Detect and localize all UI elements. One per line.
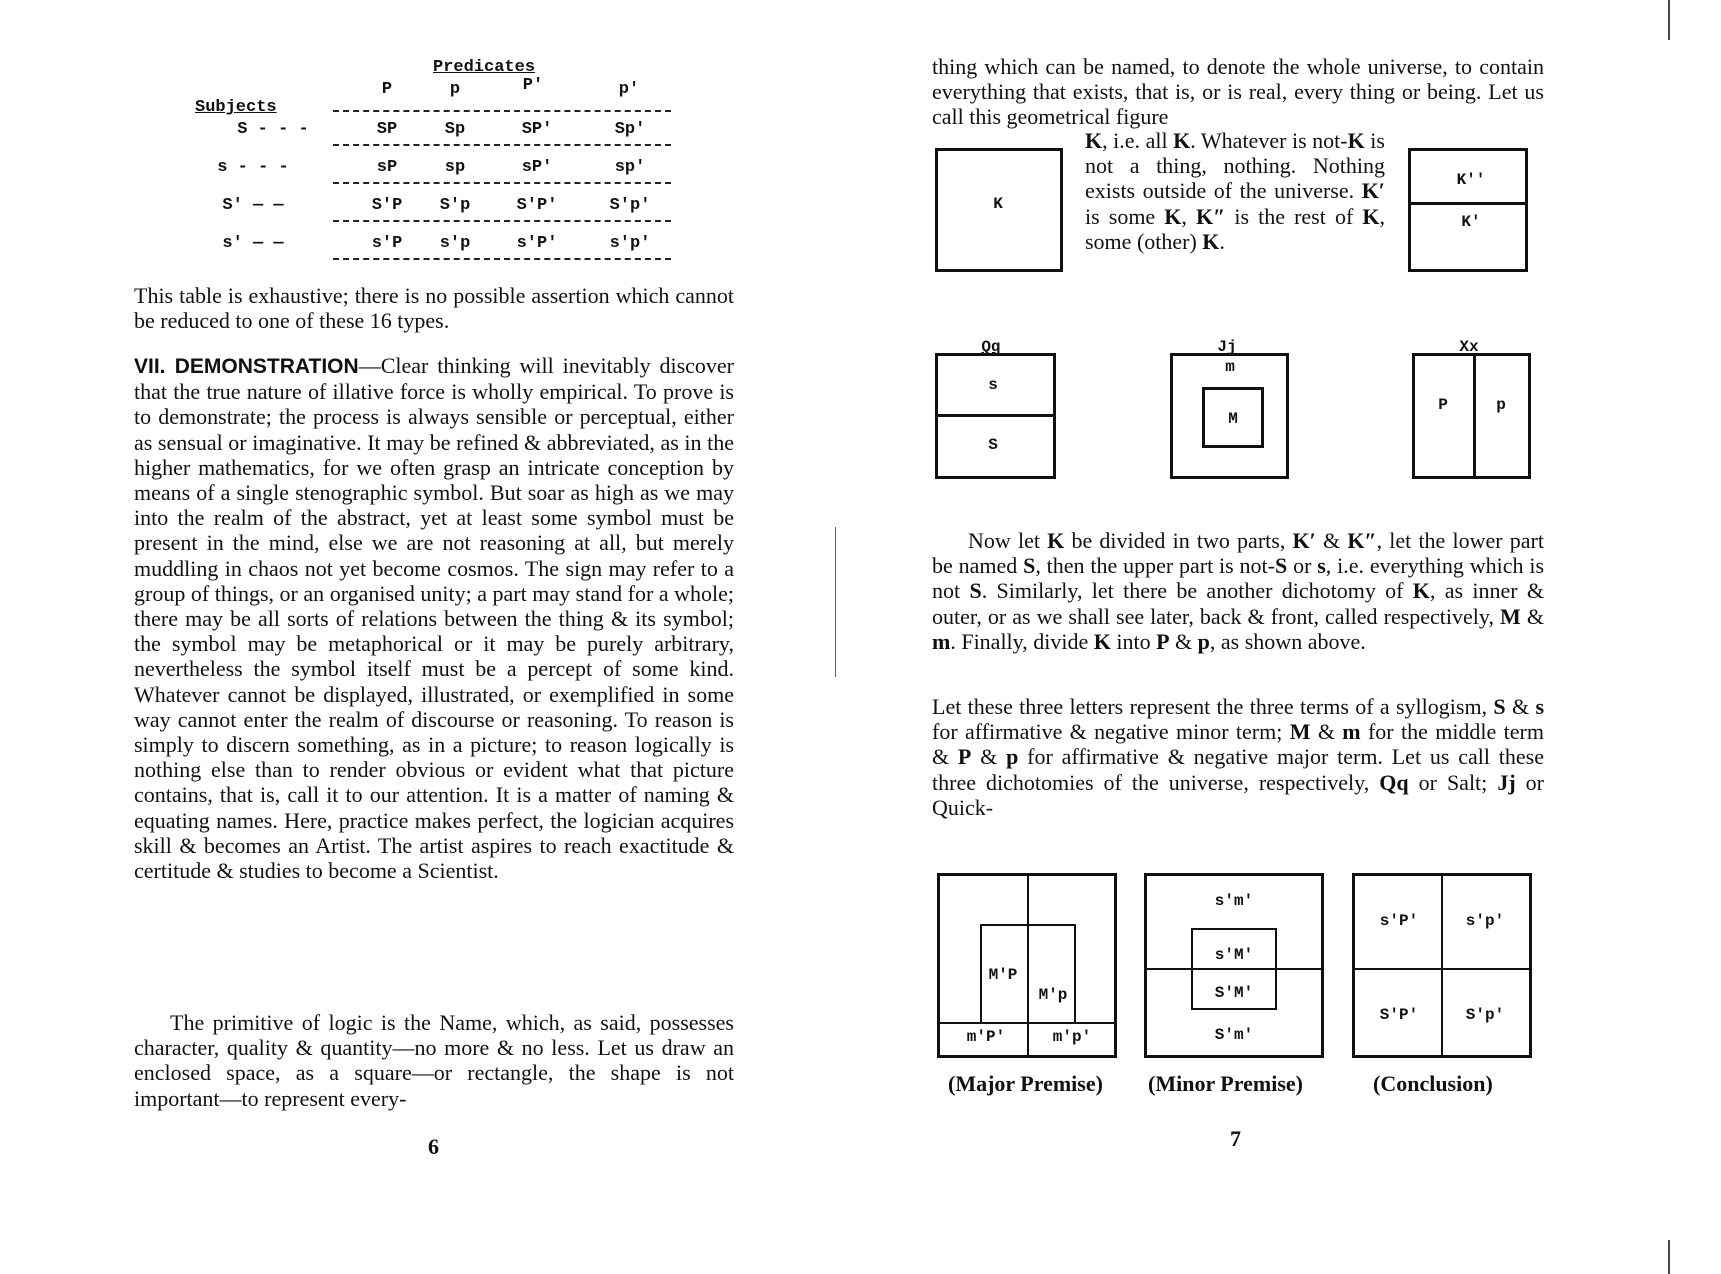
table-cell: sP xyxy=(376,158,398,177)
text-run: for the middle term & xyxy=(932,719,1544,770)
bold-term: M xyxy=(1289,719,1311,745)
bold-term: K xyxy=(1412,578,1430,604)
bold-term: S xyxy=(1274,553,1288,579)
section-title: VII. DEMONSTRATION xyxy=(134,355,359,378)
page-number: 6 xyxy=(428,1134,439,1159)
text-run: , as shown above. xyxy=(1209,628,1366,654)
major-mp-label: M'P xyxy=(988,966,1018,984)
exhaustive-paragraph: This table is exhaustive; there is no possible assertion which cannot be reduced to one of these 16 types. xyxy=(134,283,734,334)
k-double-prime-label: K'' xyxy=(1456,171,1486,189)
table-cell: s'P' xyxy=(516,234,558,253)
major-premise-caption: (Major Premise) xyxy=(948,1071,1103,1096)
universe-k-figure xyxy=(935,148,1063,272)
major-premise-figure xyxy=(937,873,1117,1058)
header-cell: P xyxy=(381,80,393,99)
primitive-paragraph: The primitive of logic is the Name, which, as said, possesses character, quality & quantity—no more & no less. Let us draw an enclosed space, as a square—or rectangle, the shape is not important—to represent every- xyxy=(134,1010,734,1111)
bold-term: K xyxy=(1085,128,1103,153)
text-run: & xyxy=(1520,603,1544,629)
table-cell: S'p' xyxy=(609,196,651,215)
edge-mark xyxy=(1668,0,1670,40)
conclusion-caption: (Conclusion) xyxy=(1373,1071,1493,1096)
bold-term: K xyxy=(1202,228,1220,254)
header-cell: P' xyxy=(522,76,544,95)
bold-term: K xyxy=(1347,128,1365,153)
bold-term: m xyxy=(932,628,951,654)
text-run: , as inner & outer, or as we shall see later, back & front, called respectively, xyxy=(932,578,1544,629)
table-cell: Sp xyxy=(444,120,466,139)
subjects-label: Subjects xyxy=(195,98,277,117)
table-cell: S'p xyxy=(439,196,471,215)
qq-title: Qq xyxy=(981,338,1001,356)
bold-term: s xyxy=(1317,553,1326,579)
header-cell: p' xyxy=(618,80,640,99)
table-cell: S'P' xyxy=(516,196,558,215)
bold-term: K xyxy=(1164,203,1182,229)
predicates-label: Predicates xyxy=(433,58,536,77)
k-definition-paragraph xyxy=(1085,128,1385,254)
right-page xyxy=(830,0,1721,1274)
text-run: , xyxy=(1181,203,1197,229)
text-run: for affirmative & negative minor term; xyxy=(932,719,1290,745)
text-run: or xyxy=(1287,553,1318,579)
text-run: . Finally, divide xyxy=(950,628,1094,654)
text-run: is the rest of xyxy=(1225,203,1363,229)
header-cell: p xyxy=(449,80,461,99)
qq-figure xyxy=(935,353,1056,479)
table-cell: SP' xyxy=(521,120,553,139)
table-cell: s'P xyxy=(371,234,403,253)
bold-term: K″ xyxy=(1196,203,1226,229)
subject-cell: S - - - xyxy=(237,120,309,139)
text-run: , some (other) xyxy=(1085,203,1385,254)
xx-figure xyxy=(1412,353,1531,479)
bold-term: K′ xyxy=(1361,178,1385,204)
bold-term: Jj xyxy=(1497,769,1516,795)
text-run: is some xyxy=(1085,203,1165,229)
text-run: , then the upper part is not- xyxy=(1035,553,1275,579)
text-run: , i.e. everything which is not xyxy=(932,553,1545,604)
text-run: Let these three letters represent the three terms of a syllogism, xyxy=(932,694,1494,719)
table-cell: Sp' xyxy=(614,120,646,139)
text-run: & xyxy=(1505,694,1536,719)
demonstration-paragraph xyxy=(134,353,734,883)
minor-top-label: s'm' xyxy=(1214,892,1254,910)
jj-inner-label: M xyxy=(1228,410,1238,428)
bold-term: M xyxy=(1500,603,1521,629)
bold-term: p xyxy=(1197,628,1210,654)
text-run: is not a thing, nothing. Nothing exists outside of the universe. xyxy=(1085,128,1385,204)
universe-paragraph: thing which can be named, to denote the whole universe, to contain everything that exists, that is, or is real, every thing or being. Let us call this geometrical figure xyxy=(932,54,1544,130)
jj-inner-box xyxy=(1202,387,1264,448)
text-run: & xyxy=(1169,628,1198,654)
bold-term: K xyxy=(1173,128,1191,153)
k-prime-label: K' xyxy=(1461,213,1481,231)
text-run: into xyxy=(1110,628,1157,654)
qq-upper-label: s xyxy=(988,376,998,394)
page-number: 7 xyxy=(1230,1126,1241,1151)
minor-inner-lower-label: S'M' xyxy=(1214,984,1254,1002)
table-cell: s'p' xyxy=(609,234,651,253)
text-run: & xyxy=(1315,528,1348,553)
conclusion-tr-label: s'p' xyxy=(1465,912,1505,930)
minor-premise-caption: (Minor Premise) xyxy=(1148,1071,1303,1096)
conclusion-bl-label: S'P' xyxy=(1379,1006,1419,1024)
subject-cell: S' — — xyxy=(222,196,284,215)
syllogism-paragraph xyxy=(932,694,1544,820)
predicates-table xyxy=(195,58,675,273)
xx-right-label: p xyxy=(1496,396,1506,414)
text-run: , i.e. all xyxy=(1102,128,1174,153)
table-cell: S'P xyxy=(371,196,403,215)
bold-term: Qq xyxy=(1379,769,1409,795)
text-run: or Quick- xyxy=(932,769,1544,820)
bold-term: K′ xyxy=(1292,528,1316,553)
subject-cell: s - - - xyxy=(217,158,289,177)
conclusion-br-label: S'p' xyxy=(1465,1006,1505,1024)
bold-term: K″ xyxy=(1347,528,1377,553)
subject-cell: s' — — xyxy=(222,234,284,253)
text-run: Now let xyxy=(968,528,1048,553)
demonstration-text: —Clear thinking will inevitably discover that the true nature of illative force is wholly empirical. To prove is to demonstrate; the process is always sensible or perceptual, either as sensual or imaginative. It may be refined & abbreviated, as in the higher mathematics, for we often grasp an intricate conception by means of a single stenographic symbol. But soar as high as we may into the realm of the abstract, yet at least some symbol must be present in the mind, else we are not reasoning at all, but merely muddling in chaos not yet become cosmos. The sign may refer to a group of things, or an organised unity; a part may stand for a whole; there may be all sorts of relations between the thing & its symbol; the symbol may be metaphorical or it may be purely arbitrary, nevertheless the symbol itself must be a percept of some kind. Whatever cannot be displayed, illustrated, or exemplified in some way cannot enter the realm of discourse or reasoning. To reason is simply to discern something, as in a picture; to reason logically is nothing else than to render obvious or evident what that picture contains, that is, call it to our attention. It is a matter of naming & equating names. Here, practice makes perfect, the logician acquires skill & becomes an Artist. The artist aspires to reach exactitude & certitude & studies to become a Scientist. xyxy=(134,353,734,884)
minor-premise-figure xyxy=(1144,873,1324,1058)
text-run: . Similarly, let there be another dichotomy of xyxy=(981,578,1413,604)
xx-left-label: P xyxy=(1438,396,1448,414)
text-run: be divided in two parts, xyxy=(1064,528,1293,553)
bold-term: P xyxy=(957,744,972,770)
table-cell: sp xyxy=(444,158,466,177)
text-run: , let the lower part be named xyxy=(932,528,1544,579)
text-run: & xyxy=(971,744,1007,770)
conclusion-tl-label: s'P' xyxy=(1379,912,1419,930)
bold-term: P xyxy=(1156,628,1170,654)
text-run: or Salt; xyxy=(1408,769,1498,795)
table-cell: s'p xyxy=(439,234,471,253)
table-cell: sp' xyxy=(614,158,646,177)
text-run: . xyxy=(1219,228,1225,254)
bold-term: S xyxy=(1493,694,1506,719)
k-split-figure xyxy=(1408,148,1528,272)
bold-term: m xyxy=(1342,719,1361,745)
bold-term: K xyxy=(1362,203,1380,229)
bold-term: p xyxy=(1006,744,1019,770)
bold-term: S xyxy=(969,578,982,604)
bold-term: s xyxy=(1535,694,1544,719)
major-bottom-left-label: m'P' xyxy=(966,1028,1006,1046)
conclusion-figure xyxy=(1352,873,1532,1058)
text-run: & xyxy=(1310,719,1343,745)
xx-title: Xx xyxy=(1459,338,1479,356)
jj-figure xyxy=(1170,353,1289,479)
qq-lower-label: S xyxy=(988,436,998,454)
minor-inner-upper-label: s'M' xyxy=(1214,946,1254,964)
major-bottom-right-label: m'p' xyxy=(1052,1028,1092,1046)
jj-title: Jj xyxy=(1217,338,1237,356)
table-cell: SP xyxy=(376,120,398,139)
k-label: K xyxy=(993,195,1003,213)
division-paragraph xyxy=(932,528,1544,654)
bold-term: K xyxy=(1093,628,1111,654)
edge-mark xyxy=(1668,1240,1670,1274)
bold-term: S xyxy=(1023,553,1036,579)
bold-term: K xyxy=(1047,528,1065,553)
table-cell: sP' xyxy=(521,158,553,177)
text-run: for affirmative & negative major term. Let us call these three dichotomies of the universe, respectively, xyxy=(932,744,1544,795)
left-page xyxy=(0,0,830,1274)
text-run: . Whatever is not- xyxy=(1190,128,1348,153)
jj-outer-label: m xyxy=(1225,358,1235,376)
minor-bottom-label: S'm' xyxy=(1214,1026,1254,1044)
major-mp-right-label: M'p xyxy=(1038,986,1068,1004)
